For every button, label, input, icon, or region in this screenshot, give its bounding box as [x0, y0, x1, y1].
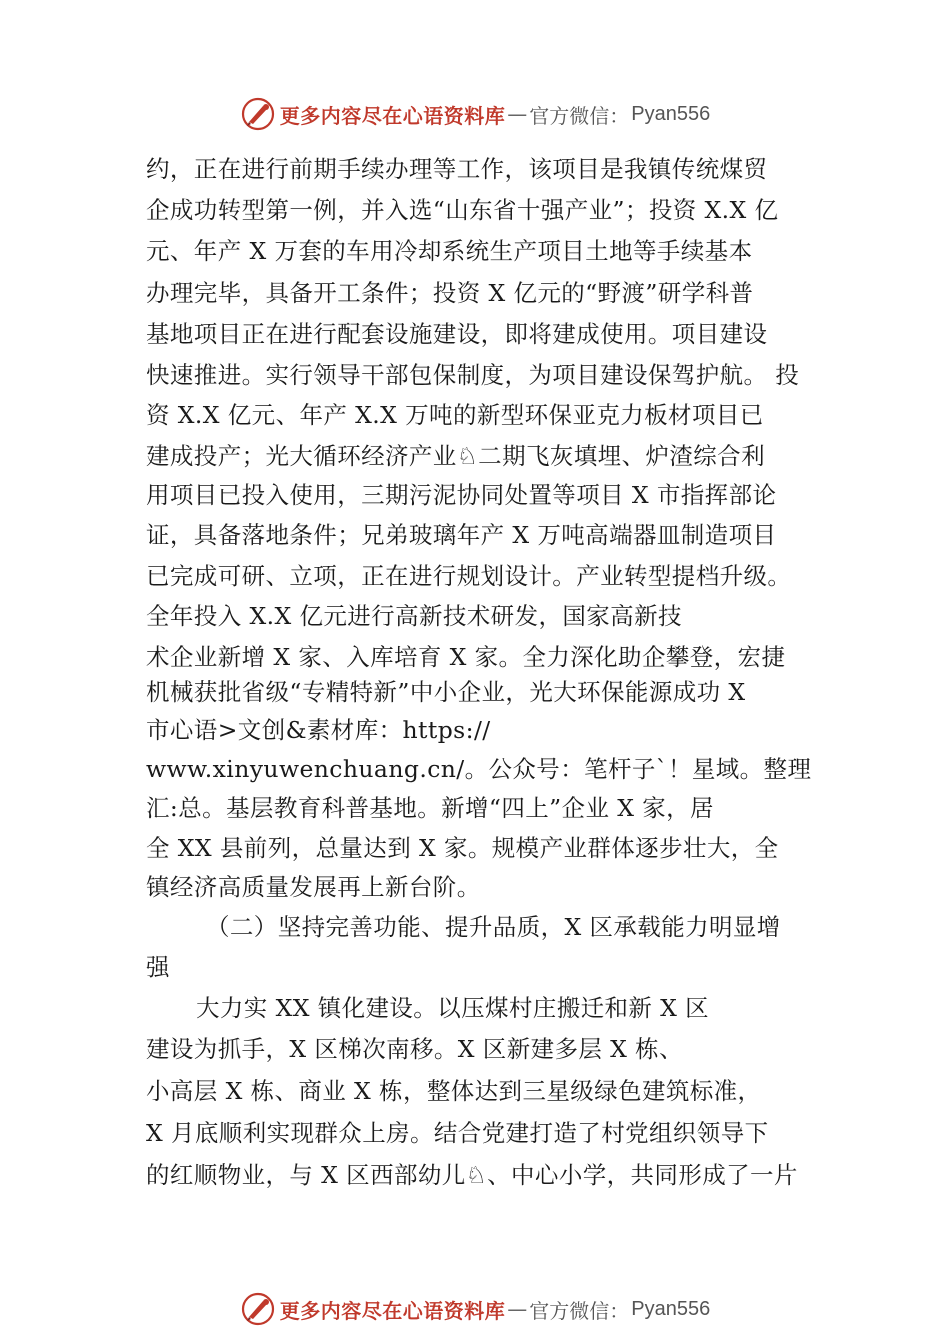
text-line: 建成投产；光大循环经济产业♘二期飞灰填埋、炉渣综合利 — [146, 442, 765, 470]
text-line: 镇经济高质量发展再上新台阶。 — [146, 873, 481, 901]
banner-wechat-label: 官方微信： — [529, 103, 630, 128]
banner-separator: — — [507, 1297, 528, 1321]
text-line: 资 X.X 亿元、年产 X.X 万吨的新型环保亚克力板材项目已 — [146, 401, 764, 429]
footer-watermark-banner — [0, 1289, 950, 1329]
text-line: 的红顺物业，与 X 区西部幼儿♘、中心小学，共同形成了一片 — [146, 1161, 798, 1189]
section-heading-cont: 强 — [146, 953, 170, 981]
banner-title: 更多内容尽在心语资料库 — [279, 1298, 506, 1323]
text-line: 办理完毕，具备开工条件；投资 X 亿元的“野渡”研学科普 — [146, 279, 754, 307]
section-heading: （二）坚持完善功能、提升品质，X 区承载能力明显增 — [206, 913, 781, 941]
text-line: 基地项目正在进行配套设施建设，即将建成使用。项目建设 — [146, 320, 768, 348]
text-line: 全年投入 X.X 亿元进行高新技术研发，国家高新技 — [146, 602, 682, 630]
text-line: 机械获批省级“专精特新”中小企业，光大环保能源成功 X — [146, 678, 746, 706]
banner-title: 更多内容尽在心语资料库 — [279, 103, 506, 128]
text-line: 小高层 X 栋、商业 X 栋，整体达到三星级绿色建筑标准， — [146, 1077, 762, 1105]
text-line: 约，正在进行前期手续办理等工作，该项目是我镇传统煤贸 — [146, 155, 768, 183]
text-line: 企成功转型第一例，并入选“山东省十强产业”；投资 X.X 亿 — [146, 196, 779, 224]
text-line: 大力实 XX 镇化建设。以压煤村庄搬迁和新 X 区 — [196, 994, 710, 1022]
pen-logo-icon — [240, 1291, 276, 1327]
banner-wechat-label: 官方微信： — [529, 1298, 630, 1323]
header-watermark-banner — [0, 94, 950, 134]
text-line: 建设为抓手，X 区梯次南移。X 区新建多层 X 栋、 — [146, 1035, 683, 1063]
text-line: 全 XX 县前列，总量达到 X 家。规模产业群体逐步壮大，全 — [146, 834, 779, 862]
text-line: 元、年产 X 万套的车用冷却系统生产项目土地等手续基本 — [146, 237, 753, 265]
text-line: 证，具备落地条件；兄弟玻璃年产 X 万吨高端器皿制造项目 — [146, 521, 777, 549]
text-line: 用项目已投入使用，三期污泥协同处置等项目 X 市指挥部论 — [146, 481, 777, 509]
text-line: X 月底顺利实现群众上房。结合党建打造了村党组织领导下 — [146, 1119, 769, 1147]
text-line: 市心语>文创&素材库：https:// — [146, 716, 491, 744]
banner-wechat-id: Pyan556 — [631, 1297, 711, 1320]
text-line: 术企业新增 X 家、入库培育 X 家。全力深化助企攀登，宏捷 — [146, 643, 786, 671]
text-line: 快速推进。实行领导干部包保制度，为项目建设保驾护航。 投 — [146, 361, 800, 389]
text-line: www.xinyuwenchuang.cn/。公众号：笔杆子`！星域。整理 — [146, 755, 812, 783]
banner-separator: — — [507, 102, 528, 126]
text-line: 已完成可研、立项，正在进行规划设计。产业转型提档升级。 — [146, 562, 792, 590]
pen-logo-icon — [240, 96, 276, 132]
banner-wechat-id: Pyan556 — [631, 102, 711, 125]
text-line: 汇:总。基层教育科普基地。新增“四上”企业 X 家，居 — [146, 794, 714, 822]
